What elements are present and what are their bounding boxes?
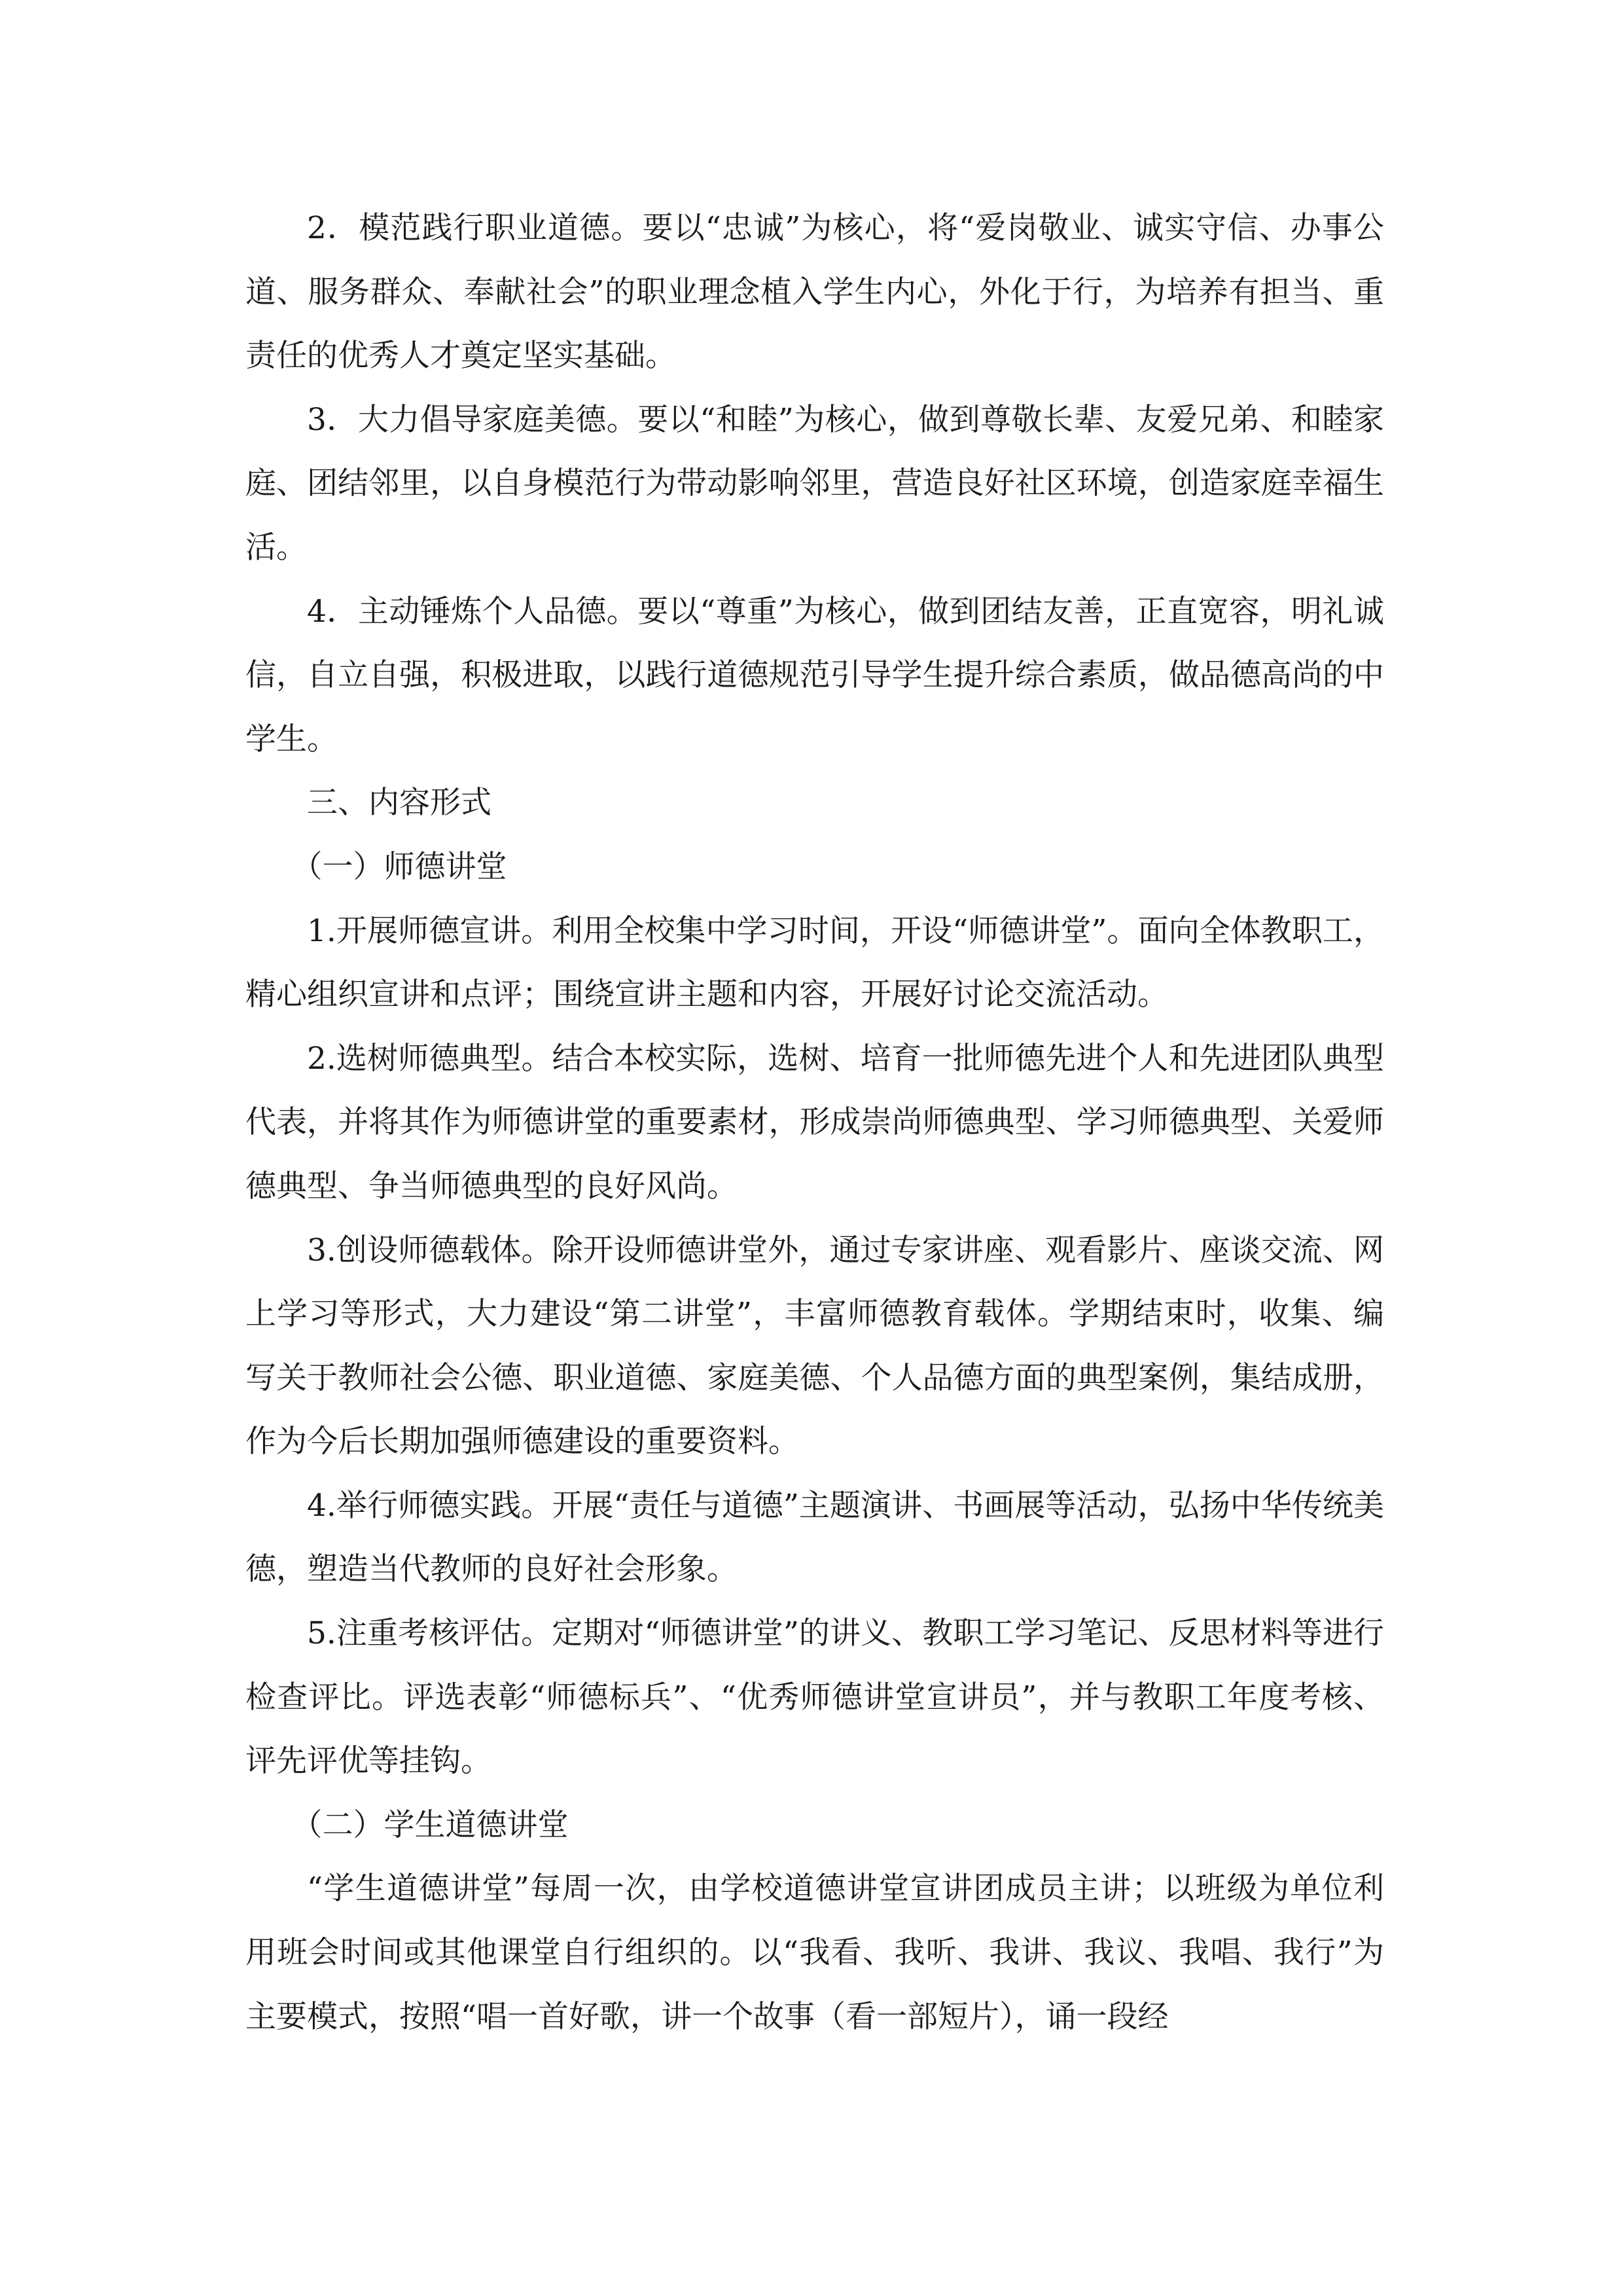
- section-heading-content-form: 三、内容形式: [307, 785, 491, 821]
- paragraph-3-family-virtue: 3．大力倡导家庭美德。要以“和睦”为核心，做到尊敬长辈、友爱兄弟、和睦家庭、团结邻里，以自身模范行为带动影响邻里，营造良好社区环境，创造家庭幸福生活。: [245, 401, 1384, 565]
- paragraph-1-ethics-lectures: 1.开展师德宣讲。利用全校集中学习时间，开设“师德讲堂”。面向全体教职工，精心组织宣讲和点评；围绕宣讲主题和内容，开展好讨论交流活动。: [245, 912, 1384, 1013]
- subsection-heading-teacher-ethics-hall: （一）师德讲堂: [291, 848, 507, 885]
- paragraph-4-personal-character: 4．主动锤炼个人品德。要以“尊重”为核心，做到团结友善，正直宽容，明礼诚信，自立自强，积极进取，以践行道德规范引导学生提升综合素质，做品德高尚的中学生。: [245, 593, 1384, 757]
- paragraph-4-ethics-practice: 4.举行师德实践。开展“责任与道德”主题演讲、书画展等活动，弘扬中华传统美德，塑造当代教师的良好社会形象。: [245, 1487, 1384, 1588]
- document-page: [245, 196, 1384, 2049]
- paragraph-student-ethics-hall: “学生道德讲堂”每周一次，由学校道德讲堂宣讲团成员主讲；以班级为单位利用班会时间或其他课堂自行组织的。以“我看、我听、我讲、我议、我唱、我行”为主要模式，按照“唱一首好歌，讲一个故事（看一部短片），诵一段经: [245, 1871, 1384, 2035]
- paragraph-2-ethics-models: 2.选树师德典型。结合本校实际，选树、培育一批师德先进个人和先进团队典型代表，并将其作为师德讲堂的重要素材，形成崇尚师德典型、学习师德典型、关爱师德典型、争当师德典型的良好风尚。: [245, 1040, 1384, 1204]
- paragraph-3-ethics-carriers: 3.创设师德载体。除开设师德讲堂外，通过专家讲座、观看影片、座谈交流、网上学习等形式，大力建设“第二讲堂”，丰富师德教育载体。学期结束时，收集、编写关于教师社会公德、职业道德、家庭美德、个人品德方面的典型案例，集结成册，作为今后长期加强师德建设的重要资料。: [245, 1232, 1384, 1460]
- paragraph-2-professional-ethics: 2．模范践行职业道德。要以“忠诚”为核心，将“爱岗敬业、诚实守信、办事公道、服务群众、奉献社会”的职业理念植入学生内心，外化于行，为培养有担当、重责任的优秀人才奠定坚实基础。: [245, 210, 1384, 374]
- paragraph-5-assessment: 5.注重考核评估。定期对“师德讲堂”的讲义、教职工学习笔记、反思材料等进行检查评比。评选表彰“师德标兵”、“优秀师德讲堂宣讲员”，并与教职工年度考核、评先评优等挂钩。: [245, 1615, 1384, 1780]
- subsection-heading-student-ethics-hall: （二）学生道德讲堂: [291, 1806, 569, 1843]
